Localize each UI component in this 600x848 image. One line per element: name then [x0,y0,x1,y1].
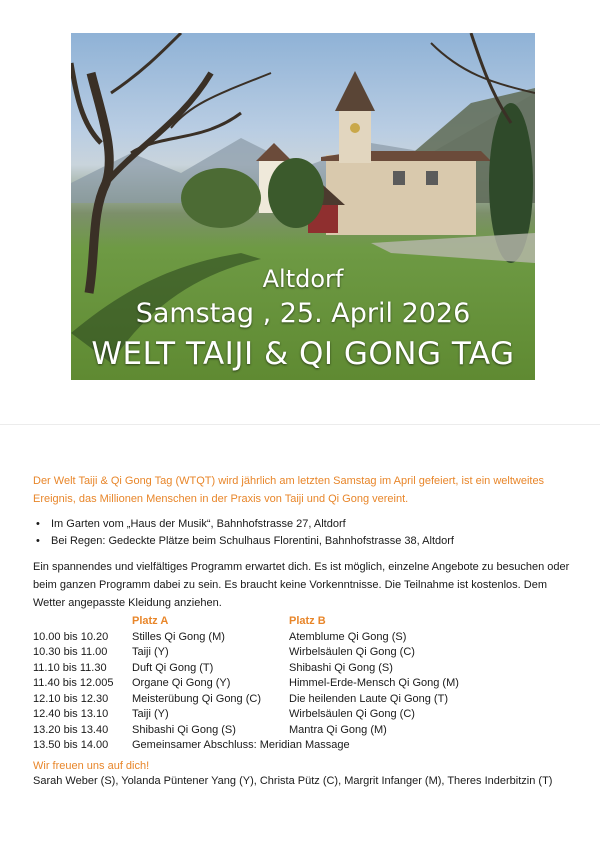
poster-date: Samstag , 25. April 2026 [135,298,471,329]
slot-platz-a: Taiji (Y) [132,708,169,720]
slot-platz-a: Meisterübung Qi Gong (C) [132,692,261,705]
location-item: • Bei Regen: Gedeckte Plätze beim Schulhaus Florentini, Bahnhofstrasse 38, Altdorf [33,533,573,550]
slot-time: 10.30 bis 11.00 [33,646,108,658]
intro-text: Der Welt Taiji & Qi Gong Tag (WTQT) wird jährlich am letzten Samstag im April gefeiert, ist ein weltweites Ereignis, das Millionen Menschen in der Praxis von Taiji und Qi Gong vereint. [33,475,545,505]
slot-platz-b: Wirbelsäulen Qi Gong (C) [289,708,415,720]
schedule-row [33,661,573,677]
slot-platz-b: Die heilenden Laute Qi Gong (T) [289,692,448,705]
slot-platz-a: Taiji (Y) [132,646,169,658]
instructors-list: Sarah Weber (S), Yolanda Püntener Yang (Y), Christa Pütz (C), Margrit Infanger (M), Theres Inderbitzin (T) [33,775,553,787]
location-item: • Im Garten vom „Haus der Musik“, Bahnhofstrasse 27, Altdorf [33,516,573,533]
slot-platz-b: Atemblume Qi Gong (S) [289,630,407,643]
description-text: Ein spannendes und vielfältiges Programm erwartet dich. Es ist möglich, einzelne Angebote zu besuchen oder beim ganzen Programm dabei zu sein. Es braucht keine Vorkenntnisse. Die Teilnahme ist kostenlos. Dem Wetter angepasste Kleidung anziehen. [33,561,570,609]
slot-platz-b: Mantra Qi Gong (M) [289,723,387,736]
header-platz-b: Platz B [289,615,326,627]
poster-photo [71,33,535,380]
schedule-header [33,614,573,630]
slot-time: 10.00 bis 10.20 [33,630,109,643]
slot-time: 11.40 bis 12.005 [33,677,114,689]
slot-platz-b: Himmel-Erde-Mensch Qi Gong (M) [289,677,459,689]
slot-time: 12.10 bis 12.30 [33,692,109,705]
slot-platz-a: Stilles Qi Gong (M) [132,630,225,643]
schedule-row [33,645,573,661]
schedule-row [33,630,573,646]
schedule-table [33,614,573,754]
schedule-row [33,692,573,708]
schedule-row [33,738,573,754]
slot-platz-b: Shibashi Qi Gong (S) [289,661,393,674]
header-time [33,614,132,630]
poster-title: WELT TAIJI & QI GONG TAG [91,336,515,372]
slot-closing: Gemeinsamer Abschluss: Meridian Massage [132,739,350,751]
slot-time: 13.20 bis 13.40 [33,723,109,736]
slot-time: 13.50 bis 14.00 [33,739,109,751]
slot-platz-b: Wirbelsäulen Qi Gong (C) [289,646,415,658]
slot-platz-a: Shibashi Qi Gong (S) [132,723,236,736]
header-platz-a: Platz A [132,615,169,627]
slot-platz-a: Organe Qi Gong (Y) [132,677,231,689]
schedule-row [33,676,573,692]
slot-time: 12.40 bis 13.10 [33,708,109,720]
slot-time: 11.10 bis 11.30 [33,661,107,674]
thanks-text: Wir freuen uns auf dich! [33,760,150,772]
page-divider [0,424,600,425]
location-list [33,516,573,550]
schedule-row [33,707,573,723]
schedule-row [33,723,573,739]
poster-place: Altdorf [262,265,344,293]
slot-platz-a: Duft Qi Gong (T) [132,661,214,674]
